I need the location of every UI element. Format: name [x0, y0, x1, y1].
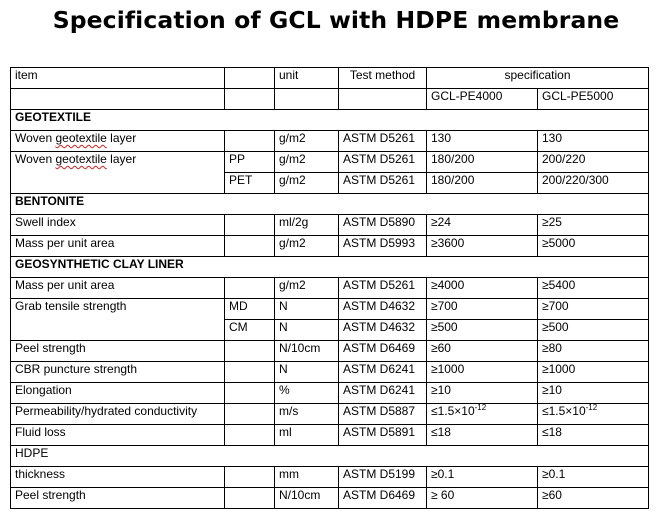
- unit-cell: m/s: [275, 404, 339, 425]
- method-cell: ASTM D6241: [339, 362, 427, 383]
- header-test-method: Test method: [339, 68, 427, 89]
- sub-cell: [225, 131, 275, 152]
- sub-cell: [225, 404, 275, 425]
- table-row: [11, 488, 649, 509]
- section-title: HDPE: [11, 446, 649, 467]
- sub-cell: [225, 341, 275, 362]
- section-row: [11, 194, 649, 215]
- method-cell: ASTM D5887: [339, 404, 427, 425]
- header-specification: specification: [427, 68, 649, 89]
- page-title: Specification of GCL with HDPE membrane: [52, 6, 620, 34]
- method-cell: ASTM D4632: [339, 320, 427, 341]
- item-cell: Mass per unit area: [11, 236, 225, 257]
- header-item: item: [11, 68, 225, 89]
- section-title: GEOTEXTILE: [11, 110, 649, 131]
- sub-cell: [225, 215, 275, 236]
- header-blank: [339, 89, 427, 110]
- unit-cell: g/m2: [275, 236, 339, 257]
- specification-table: [10, 67, 649, 509]
- value-b-cell: ≥60: [538, 488, 649, 509]
- method-cell: ASTM D5890: [339, 215, 427, 236]
- section-title: BENTONITE: [11, 194, 649, 215]
- section-row: [11, 110, 649, 131]
- value-a-cell: ≥ 60: [427, 488, 538, 509]
- value-a-cell: ≥500: [427, 320, 538, 341]
- header-blank: [225, 89, 275, 110]
- unit-cell: g/m2: [275, 278, 339, 299]
- value-b-cell: ≥1000: [538, 362, 649, 383]
- table-row: [11, 362, 649, 383]
- sub-cell: [225, 425, 275, 446]
- sub-cell: PET: [225, 173, 275, 194]
- value-b-cell: ≥80: [538, 341, 649, 362]
- table-row: [11, 404, 649, 425]
- unit-cell: N: [275, 320, 339, 341]
- table-header-row: [11, 68, 649, 89]
- method-cell: ASTM D4632: [339, 299, 427, 320]
- item-cell: Mass per unit area: [11, 278, 225, 299]
- item-cell: CBR puncture strength: [11, 362, 225, 383]
- header-blank: [275, 89, 339, 110]
- unit-cell: g/m2: [275, 152, 339, 173]
- value-a-cell: 180/200: [427, 173, 538, 194]
- method-cell: ASTM D6241: [339, 383, 427, 404]
- method-cell: ASTM D6469: [339, 341, 427, 362]
- value-b-cell: $\le 1.5\times 10^{-12}$: [538, 404, 649, 425]
- unit-cell: ml: [275, 425, 339, 446]
- sub-cell: [225, 488, 275, 509]
- table-row: [11, 236, 649, 257]
- method-cell: ASTM D5261: [339, 131, 427, 152]
- table-row: [11, 383, 649, 404]
- item-cell: Peel strength: [11, 488, 225, 509]
- value-a-cell: ≥4000: [427, 278, 538, 299]
- section-title: GEOSYNTHETIC CLAY LINER: [11, 257, 649, 278]
- header-col-b: GCL-PE5000: [538, 89, 649, 110]
- value-b-cell: 200/220/300: [538, 173, 649, 194]
- value-a-cell: ≥10: [427, 383, 538, 404]
- unit-cell: N: [275, 299, 339, 320]
- item-cell: Elongation: [11, 383, 225, 404]
- header-sub: [225, 68, 275, 89]
- value-b-cell: ≥25: [538, 215, 649, 236]
- unit-cell: N/10cm: [275, 488, 339, 509]
- item-cell: Grab tensile strength: [11, 299, 225, 341]
- table-row: [11, 131, 649, 152]
- value-b-cell: ≥5000: [538, 236, 649, 257]
- value-a-cell: ≥700: [427, 299, 538, 320]
- sub-cell: MD: [225, 299, 275, 320]
- unit-cell: N: [275, 362, 339, 383]
- item-cell: Woven geotextile layer: [11, 131, 225, 152]
- value-b-cell: ≥700: [538, 299, 649, 320]
- item-cell: Peel strength: [11, 341, 225, 362]
- method-cell: ASTM D5261: [339, 152, 427, 173]
- value-b-cell: ≥5400: [538, 278, 649, 299]
- header-col-a: GCL-PE4000: [427, 89, 538, 110]
- value-b-cell: 130: [538, 131, 649, 152]
- value-a-cell: ≤18: [427, 425, 538, 446]
- value-a-cell: ≥3600: [427, 236, 538, 257]
- value-a-cell: 180/200: [427, 152, 538, 173]
- method-cell: ASTM D5993: [339, 236, 427, 257]
- table-row: [11, 152, 649, 173]
- unit-cell: g/m2: [275, 131, 339, 152]
- value-a-cell: $\le 1.5\times 10^{-12}$: [427, 404, 538, 425]
- value-a-cell: ≥60: [427, 341, 538, 362]
- item-cell: Swell index: [11, 215, 225, 236]
- method-cell: ASTM D5891: [339, 425, 427, 446]
- sub-cell: [225, 236, 275, 257]
- value-b-cell: 200/220: [538, 152, 649, 173]
- value-b-cell: ≥500: [538, 320, 649, 341]
- method-cell: ASTM D5261: [339, 278, 427, 299]
- item-cell: Woven geotextile layer: [11, 152, 225, 194]
- header-unit: unit: [275, 68, 339, 89]
- unit-cell: %: [275, 383, 339, 404]
- table-row: [11, 299, 649, 320]
- sub-cell: [225, 467, 275, 488]
- table-row: [11, 215, 649, 236]
- method-cell: ASTM D5261: [339, 173, 427, 194]
- unit-cell: N/10cm: [275, 341, 339, 362]
- item-cell: Fluid loss: [11, 425, 225, 446]
- header-blank: [11, 89, 225, 110]
- sub-cell: [225, 278, 275, 299]
- table-row: [11, 425, 649, 446]
- section-row: [11, 257, 649, 278]
- value-a-cell: ≥24: [427, 215, 538, 236]
- sub-cell: PP: [225, 152, 275, 173]
- value-a-cell: 130: [427, 131, 538, 152]
- method-cell: ASTM D5199: [339, 467, 427, 488]
- unit-cell: ml/2g: [275, 215, 339, 236]
- sub-cell: CM: [225, 320, 275, 341]
- sub-cell: [225, 362, 275, 383]
- value-b-cell: ≤18: [538, 425, 649, 446]
- value-b-cell: ≥10: [538, 383, 649, 404]
- sub-cell: [225, 383, 275, 404]
- table-row: [11, 341, 649, 362]
- table-row: [11, 467, 649, 488]
- unit-cell: g/m2: [275, 173, 339, 194]
- table-header-row: [11, 89, 649, 110]
- value-a-cell: ≥0.1: [427, 467, 538, 488]
- method-cell: ASTM D6469: [339, 488, 427, 509]
- table-row: [11, 278, 649, 299]
- section-row: [11, 446, 649, 467]
- value-b-cell: ≥0.1: [538, 467, 649, 488]
- item-cell: Permeability/hydrated conductivity: [11, 404, 225, 425]
- value-a-cell: ≥1000: [427, 362, 538, 383]
- item-cell: thickness: [11, 467, 225, 488]
- unit-cell: mm: [275, 467, 339, 488]
